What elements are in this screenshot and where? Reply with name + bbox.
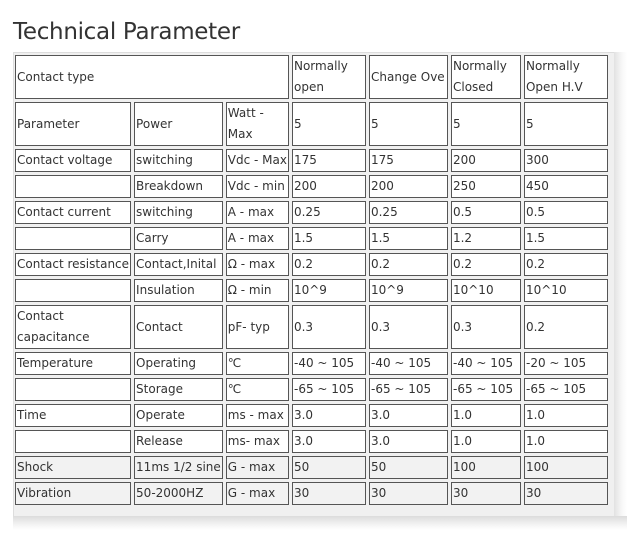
row-value: 0.2 (524, 253, 608, 276)
row-value: 1.5 (292, 227, 366, 250)
table-row (15, 430, 608, 453)
row-label: Parameter (15, 102, 131, 146)
row-param: Power (134, 102, 223, 146)
row-label: Temperature (15, 352, 131, 375)
row-value: 5 (524, 102, 608, 146)
row-unit: Ω - min (226, 279, 289, 302)
row-value: 0.2 (369, 253, 448, 276)
row-value: 1.0 (451, 430, 521, 453)
row-unit: pF- typ (226, 305, 289, 349)
row-value: 0.3 (292, 305, 366, 349)
row-value: 300 (524, 149, 608, 172)
row-value: 200 (451, 149, 521, 172)
row-param: 50-2000HZ (134, 482, 223, 505)
row-param: Breakdown (134, 175, 223, 198)
row-param: Contact,Inital (134, 253, 223, 276)
row-value: 1.0 (451, 404, 521, 427)
row-label (15, 227, 131, 250)
row-unit: ℃ (226, 352, 289, 375)
row-value: 30 (524, 482, 608, 505)
row-unit: ms - max (226, 404, 289, 427)
row-value: 10^10 (524, 279, 608, 302)
row-value: 5 (451, 102, 521, 146)
row-unit: ℃ (226, 378, 289, 401)
row-value: 0.2 (451, 253, 521, 276)
row-value: -40 ~ 105 (369, 352, 448, 375)
row-value: 100 (451, 456, 521, 479)
panel-shadow-bottom (13, 516, 627, 530)
row-param: switching (134, 149, 223, 172)
row-label: Shock (15, 456, 131, 479)
row-value: 0.5 (524, 201, 608, 224)
column-header: Normally Closed (451, 55, 521, 99)
row-value: 10^9 (292, 279, 366, 302)
row-value: 50 (369, 456, 448, 479)
row-value: 0.3 (369, 305, 448, 349)
row-value: 1.0 (524, 404, 608, 427)
row-value: 200 (292, 175, 366, 198)
row-value: 250 (451, 175, 521, 198)
row-label (15, 378, 131, 401)
row-unit: ms- max (226, 430, 289, 453)
row-label (15, 430, 131, 453)
table-row (15, 404, 608, 427)
row-value: 200 (369, 175, 448, 198)
row-param: 11ms 1/2 sine (134, 456, 223, 479)
row-value: 30 (451, 482, 521, 505)
row-value: -65 ~ 105 (292, 378, 366, 401)
table-row (15, 102, 608, 146)
header-row (15, 55, 608, 99)
table-row (15, 175, 608, 198)
row-param: Operate (134, 404, 223, 427)
page-title: Technical Parameter (13, 19, 240, 46)
row-value: 0.25 (369, 201, 448, 224)
row-value: 3.0 (369, 430, 448, 453)
table-row (15, 305, 608, 349)
row-value: 5 (369, 102, 448, 146)
row-value: 1.5 (369, 227, 448, 250)
row-unit: Vdc - Max (226, 149, 289, 172)
row-unit: A - max (226, 227, 289, 250)
row-value: -65 ~ 105 (451, 378, 521, 401)
row-value: 1.5 (524, 227, 608, 250)
row-unit: G - max (226, 482, 289, 505)
row-value: -20 ~ 105 (524, 352, 608, 375)
row-param: Contact (134, 305, 223, 349)
row-label (15, 175, 131, 198)
row-label (15, 279, 131, 302)
row-value: 5 (292, 102, 366, 146)
row-value: -65 ~ 105 (369, 378, 448, 401)
row-value: 0.3 (451, 305, 521, 349)
row-value: 1.0 (524, 430, 608, 453)
row-unit: Watt - Max (226, 102, 289, 146)
row-label: Contact resistance (15, 253, 131, 276)
row-value: 1.2 (451, 227, 521, 250)
row-label: Contact voltage (15, 149, 131, 172)
row-param: Insulation (134, 279, 223, 302)
column-header: Change Ove (369, 55, 448, 99)
row-value: 0.2 (292, 253, 366, 276)
row-label: Contact current (15, 201, 131, 224)
panel-shadow-right (614, 52, 627, 530)
row-value: 3.0 (292, 430, 366, 453)
row-value: -65 ~ 105 (524, 378, 608, 401)
row-value: 10^10 (451, 279, 521, 302)
row-value: 30 (292, 482, 366, 505)
column-header: Normally open (292, 55, 366, 99)
technical-parameter-table (12, 52, 611, 508)
row-value: 175 (369, 149, 448, 172)
row-param: Release (134, 430, 223, 453)
row-unit: Ω - max (226, 253, 289, 276)
table-row (15, 227, 608, 250)
row-param: Carry (134, 227, 223, 250)
row-value: 50 (292, 456, 366, 479)
contact-type-header: Contact type (15, 55, 289, 99)
row-unit: A - max (226, 201, 289, 224)
row-value: 175 (292, 149, 366, 172)
row-param: Storage (134, 378, 223, 401)
table-row (15, 253, 608, 276)
row-value: 3.0 (369, 404, 448, 427)
table-row (15, 456, 608, 479)
table-row (15, 378, 608, 401)
row-value: 100 (524, 456, 608, 479)
row-label: Vibration (15, 482, 131, 505)
row-unit: Vdc - min (226, 175, 289, 198)
row-value: 0.2 (524, 305, 608, 349)
row-value: 3.0 (292, 404, 366, 427)
row-param: switching (134, 201, 223, 224)
row-label: Contact capacitance (15, 305, 131, 349)
table-row (15, 201, 608, 224)
table-row (15, 279, 608, 302)
row-value: -40 ~ 105 (292, 352, 366, 375)
table-row (15, 352, 608, 375)
row-value: 450 (524, 175, 608, 198)
row-label: Time (15, 404, 131, 427)
row-value: 30 (369, 482, 448, 505)
table-row (15, 482, 608, 505)
row-unit: G - max (226, 456, 289, 479)
row-param: Operating (134, 352, 223, 375)
row-value: 0.25 (292, 201, 366, 224)
row-value: 10^9 (369, 279, 448, 302)
column-header: Normally Open H.V (524, 55, 608, 99)
row-value: -40 ~ 105 (451, 352, 521, 375)
table-row (15, 149, 608, 172)
row-value: 0.5 (451, 201, 521, 224)
